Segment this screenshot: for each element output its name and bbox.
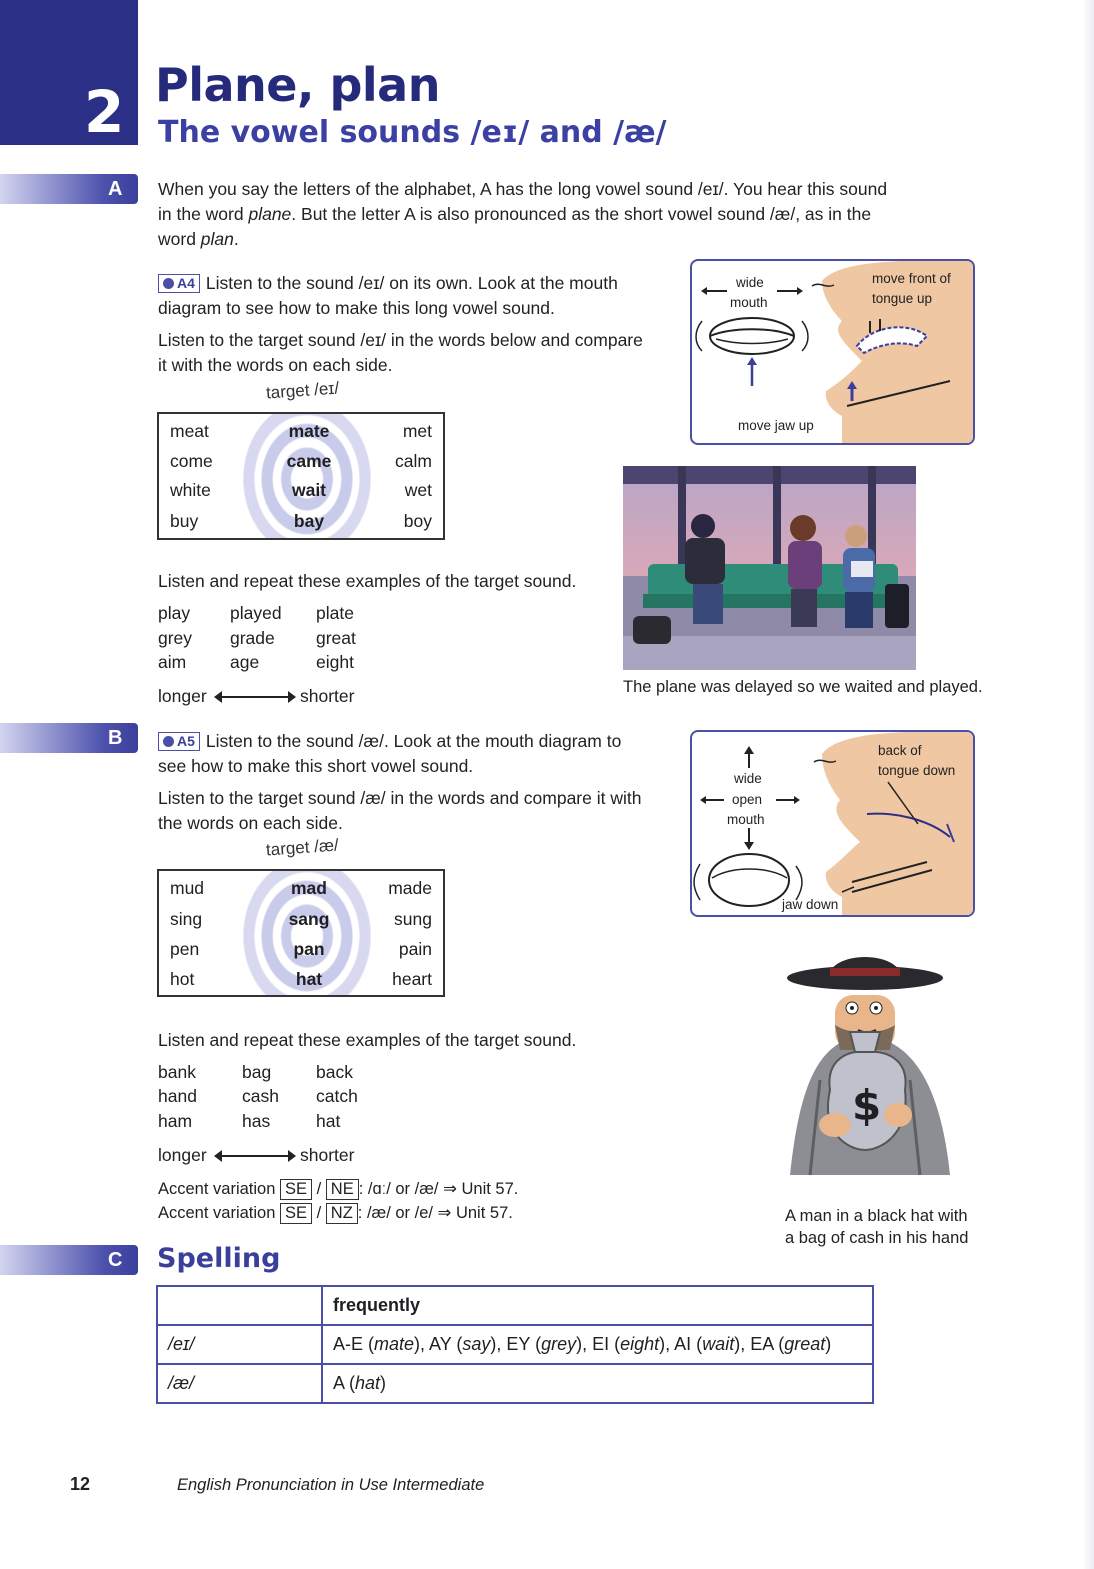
accent-variation-2: Accent variation SE / NZ : /æ/ or /e/ ⇒ Unit 57. xyxy=(158,1204,513,1222)
diagram-a-mouth: mouth xyxy=(730,295,768,310)
word-left: mud xyxy=(170,878,205,898)
example-word: bank xyxy=(158,1062,196,1082)
svg-text:$: $ xyxy=(852,1081,882,1130)
diagram-a-tongue-2: tongue up xyxy=(872,291,933,306)
spelling-sound: /æ/ xyxy=(157,1364,322,1403)
word-target: hat xyxy=(295,969,323,989)
longer-label: longer xyxy=(158,686,207,706)
word-target: mad xyxy=(291,878,327,898)
man-caption-line-2: a bag of cash in his hand xyxy=(785,1229,969,1247)
section-a-letter: A xyxy=(108,178,123,200)
example-word: back xyxy=(316,1062,353,1082)
example-word: cash xyxy=(242,1086,279,1106)
mouth-diagram-a-graphic xyxy=(692,261,975,445)
mouth-diagram-b xyxy=(690,730,975,917)
accent-box-nz: NZ xyxy=(326,1203,358,1224)
spelling-table xyxy=(156,1285,874,1404)
example-word: bag xyxy=(242,1062,272,1082)
table-row xyxy=(159,480,443,510)
diagram-b-tongue-1: back of xyxy=(878,743,922,758)
unit-number: 2 xyxy=(84,78,125,146)
table-row xyxy=(159,511,443,540)
section-a-intro-line-2: in the word plane. But the letter A is also pronounced as the short vowel sound /æ/, as in the xyxy=(158,204,872,224)
audio-a5-label: A5 xyxy=(177,733,195,749)
table-row xyxy=(159,421,443,451)
word-table-a xyxy=(157,412,445,540)
audio-icon xyxy=(163,278,174,289)
example-word: eight xyxy=(316,652,354,672)
man-caption-line-1: A man in a black hat with xyxy=(785,1207,968,1225)
target-label-a: target /eɪ/ xyxy=(265,378,340,403)
diagram-b-wide: wide xyxy=(734,771,762,786)
accent-rest: : /ɑː/ or /æ/ ⇒ Unit 57. xyxy=(358,1180,519,1198)
example-word: ham xyxy=(158,1111,193,1131)
spelling-pattern: A-E (mate), AY (say), EY (grey), EI (eight), AI (wait), EA (great) xyxy=(322,1325,873,1364)
word-right: sung xyxy=(394,909,432,929)
table-row xyxy=(159,909,443,939)
diagram-b-jaw: jaw down xyxy=(782,897,839,912)
audio-a5-button[interactable] xyxy=(158,732,200,751)
section-b-compare-line-1: Listen to the target sound /æ/ in the words and compare it with xyxy=(158,788,642,808)
example-word: grey xyxy=(158,628,193,648)
diagram-b-tongue-2: tongue down xyxy=(878,763,956,778)
section-b-compare-line-2: the words on each side. xyxy=(158,813,343,833)
audio-a4-label: A4 xyxy=(177,275,195,291)
spelling-header-frequently: frequently xyxy=(322,1286,873,1325)
section-b-listen-line-1 xyxy=(158,729,621,754)
audio-a4-button[interactable] xyxy=(158,274,200,293)
word-table-b xyxy=(157,869,445,997)
table-row xyxy=(157,1325,873,1364)
example-word: plate xyxy=(316,603,354,623)
page-number: 12 xyxy=(70,1474,91,1494)
listen-a-text-1: Listen to the sound /eɪ/ on its own. Look at the mouth xyxy=(205,273,618,293)
table-row xyxy=(159,969,443,997)
section-a-listen-line-1 xyxy=(158,271,618,296)
word-left: pen xyxy=(170,939,200,959)
audio-icon xyxy=(163,736,174,747)
word-right: wet xyxy=(404,480,432,500)
word-target: sang xyxy=(288,909,330,929)
section-b-letter: B xyxy=(108,727,123,749)
table-row xyxy=(157,1364,873,1403)
waiting-room-graphic xyxy=(623,466,916,670)
section-a-compare-line-2: it with the words on each side. xyxy=(158,355,393,375)
repeat-instruction-b: Listen and repeat these examples of the target sound. xyxy=(158,1030,577,1050)
example-word: age xyxy=(230,652,260,672)
word-left: white xyxy=(170,480,211,500)
example-word: hand xyxy=(158,1086,197,1106)
table-row xyxy=(159,939,443,969)
word-target: bay xyxy=(293,511,325,531)
word-left: sing xyxy=(170,909,203,929)
unit-subtitle: The vowel sounds /eɪ/ and /æ/ xyxy=(158,115,667,150)
accent-box-se: SE xyxy=(280,1203,312,1224)
double-arrow-icon xyxy=(216,1155,294,1157)
word-right: pain xyxy=(398,939,432,959)
section-a-listen-line-2: diagram to see how to make this long vowel sound. xyxy=(158,298,555,318)
example-word: catch xyxy=(316,1086,358,1106)
example-word: has xyxy=(242,1111,271,1131)
spelling-header-empty xyxy=(157,1286,322,1325)
word-right: heart xyxy=(392,969,432,989)
word-left: buy xyxy=(170,511,199,531)
section-b-listen-line-2: see how to make this short vowel sound. xyxy=(158,756,474,776)
word-left: hot xyxy=(170,969,195,989)
man-with-cash-bag-illustration xyxy=(780,940,960,1205)
word-right: calm xyxy=(395,451,432,471)
example-word: great xyxy=(316,628,356,648)
example-word: hat xyxy=(316,1111,341,1131)
plane-waiting-illustration xyxy=(623,466,916,670)
diagram-b-mouth: mouth xyxy=(727,812,765,827)
table-row xyxy=(159,878,443,908)
spelling-sound: /eɪ/ xyxy=(157,1325,322,1364)
word-target: pan xyxy=(293,939,325,959)
accent-box-se: SE xyxy=(280,1179,312,1200)
section-a-intro-line-1: When you say the letters of the alphabet, A has the long vowel sound /eɪ/. You hear this sound xyxy=(158,179,888,199)
man-graphic xyxy=(780,940,960,1205)
word-left: come xyxy=(170,451,213,471)
double-arrow-icon xyxy=(216,696,294,698)
diagram-a-tongue-1: move front of xyxy=(872,271,951,286)
book-title: English Pronunciation in Use Intermediate xyxy=(177,1476,485,1494)
table-row xyxy=(159,451,443,481)
word-right: met xyxy=(402,421,432,441)
diagram-b-open: open xyxy=(732,792,763,807)
repeat-instruction-a: Listen and repeat these examples of the target sound. xyxy=(158,571,577,591)
unit-title: Plane, plan xyxy=(155,58,440,112)
word-target: wait xyxy=(291,480,327,500)
word-target: came xyxy=(286,451,332,471)
accent-label: Accent variation xyxy=(158,1180,276,1198)
spelling-heading: Spelling xyxy=(157,1243,281,1274)
example-word: played xyxy=(230,603,282,623)
diagram-a-wide: wide xyxy=(736,275,764,290)
word-left: meat xyxy=(170,421,209,441)
section-c-letter: C xyxy=(108,1249,123,1271)
accent-variation-1: Accent variation SE / NE : /ɑː/ or /æ/ ⇒ Unit 57. xyxy=(158,1180,519,1198)
word-right: boy xyxy=(403,511,432,531)
accent-box-ne: NE xyxy=(326,1179,359,1200)
plane-caption: The plane was delayed so we waited and played. xyxy=(623,678,983,696)
page-edge-shade xyxy=(1082,0,1094,1569)
example-word: play xyxy=(158,603,191,623)
word-right: made xyxy=(388,878,432,898)
section-a-intro-line-3: word plan. xyxy=(158,229,239,249)
spelling-pattern: A (hat) xyxy=(322,1364,873,1403)
example-word: aim xyxy=(158,652,187,672)
listen-b-text-1: Listen to the sound /æ/. Look at the mouth diagram to xyxy=(205,731,622,751)
shorter-label: shorter xyxy=(300,686,355,706)
word-target: mate xyxy=(288,421,330,441)
accent-rest: : /æ/ or /e/ ⇒ Unit 57. xyxy=(357,1204,513,1222)
diagram-a-jaw: move jaw up xyxy=(738,418,814,433)
table-row xyxy=(157,1286,873,1325)
target-label-b: target /æ/ xyxy=(265,835,340,860)
mouth-diagram-a xyxy=(690,259,975,445)
longer-label: longer xyxy=(158,1145,207,1165)
accent-label: Accent variation xyxy=(158,1204,276,1222)
example-word: grade xyxy=(230,628,275,648)
shorter-label: shorter xyxy=(300,1145,355,1165)
section-a-compare-line-1: Listen to the target sound /eɪ/ in the words below and compare xyxy=(158,330,643,350)
